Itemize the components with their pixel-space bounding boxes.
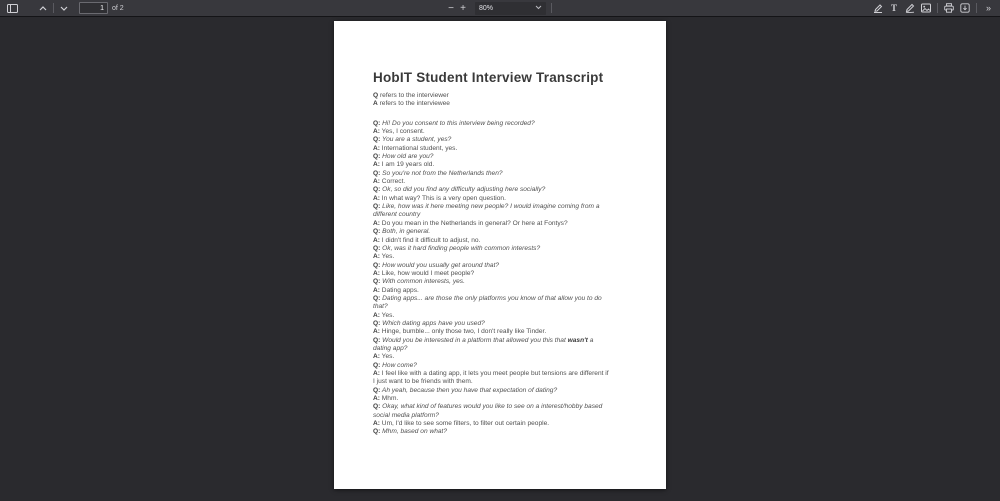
page-nav-group [36, 2, 71, 15]
chevron-up-icon [39, 6, 47, 11]
zoom-in-button[interactable]: + [457, 2, 469, 15]
more-tools-button[interactable] [981, 2, 995, 15]
pdf-page [334, 21, 666, 489]
highlighter-icon [873, 3, 883, 13]
transcript-line: Q: Which dating apps have you used? [373, 319, 485, 327]
transcript-line: I just want to be friends with them. [373, 378, 473, 386]
transcript-line: Q: Like, how was it here meeting new people? I would imagine coming from a [373, 203, 600, 211]
previous-page-button[interactable] [36, 2, 50, 15]
zoom-controls [445, 2, 555, 15]
transcript-line: Q: Hi! Do you consent to this interview being recorded? [373, 119, 535, 127]
transcript-line: that? [373, 303, 388, 311]
toolbar-right-section [870, 0, 996, 16]
transcript-line: Q: Ah yeah, because then you have that expectation of dating? [373, 386, 558, 394]
toolbar-separator [551, 3, 552, 13]
toolbar-left-section [0, 0, 124, 16]
transcript-intro [373, 92, 623, 109]
transcript-line: A: Correct. [373, 178, 406, 186]
transcript-line: Q refers to the interviewer [373, 92, 449, 99]
zoom-level-select[interactable] [475, 2, 546, 15]
sidebar-toggle-icon [7, 4, 18, 13]
toolbar-separator [976, 3, 977, 13]
add-image-button[interactable] [919, 2, 933, 15]
transcript-line: Q: Dating apps... are those the only platforms you know of that allow you to do [373, 294, 602, 302]
transcript-line: A: Dating apps. [373, 286, 419, 294]
download-button[interactable] [958, 2, 972, 15]
transcript-line: A: Do you mean in the Netherlands in general? Or here at Fontys? [373, 219, 568, 227]
transcript-line: A: I feel like with a dating app, it lets you meet people but tensions are different if [373, 370, 609, 377]
transcript-line: Q: How old are you? [373, 153, 434, 161]
zoom-level-value: 80% [479, 4, 494, 12]
highlight-tool-button[interactable] [871, 2, 885, 15]
chevron-down-icon [60, 6, 68, 11]
image-icon [921, 3, 931, 13]
print-button[interactable] [942, 2, 956, 15]
pen-icon [905, 3, 915, 13]
document-title: HobIT Student Interview Transcript [373, 70, 604, 85]
next-page-button[interactable] [57, 2, 71, 15]
transcript-line: social media platform? [373, 411, 439, 419]
transcript-line: A refers to the interviewee [373, 100, 450, 108]
toolbar-separator [53, 3, 54, 13]
download-icon [960, 3, 970, 13]
transcript-line: Q: How would you usually get around that? [373, 261, 500, 269]
toolbar-separator [937, 3, 938, 13]
transcript-line: Q: So you're not from the Netherlands then? [373, 169, 503, 177]
transcript-line: Q: Ok, was it hard finding people with common interests? [373, 244, 541, 252]
draw-tool-button[interactable] [903, 2, 917, 15]
transcript-line: dating app? [373, 344, 408, 352]
transcript [373, 92, 623, 437]
printer-icon [944, 3, 954, 13]
transcript-line: Q: Ok, so did you find any difficulty adjusting here socially? [373, 186, 546, 194]
text-tool-button[interactable] [887, 2, 901, 15]
transcript-line: Q: How come? [373, 361, 417, 369]
page-number-input[interactable] [79, 2, 108, 14]
transcript-line: A: Yes. [373, 311, 395, 319]
transcript-line: A: In what way? This is a very open question. [373, 194, 506, 202]
transcript-line: Q: Okay, what kind of features would you like to see on a interest/hobby based [373, 403, 603, 411]
transcript-line: A: International student, yes. [373, 144, 458, 152]
transcript-line: Q: Mhm, based on what? [373, 428, 448, 436]
transcript-line: Q: Both, in general. [373, 228, 431, 236]
transcript-line: Q: You are a student, yes? [373, 136, 452, 144]
double-chevron-right-icon: » [985, 3, 990, 13]
transcript-line: A: Like, how would I meet people? [373, 269, 475, 277]
transcript-line: A: Um, I'd like to see some filters, to filter out certain people. [373, 420, 550, 428]
toolbar-zoom-section [0, 0, 1000, 16]
text-tool-icon: T [890, 3, 897, 13]
transcript-qa [373, 120, 623, 437]
pdf-viewer-area[interactable] [0, 17, 1000, 500]
chevron-down-icon [535, 5, 542, 12]
transcript-line: different country [373, 211, 421, 219]
transcript-line: A: I didn't find it difficult to adjust, no. [373, 236, 481, 244]
transcript-line: A: Yes, I consent. [373, 128, 425, 136]
transcript-line: A: Hinge, bumble... only those two, I don't really like Tinder. [373, 328, 547, 336]
transcript-line: A: Mhm. [373, 395, 399, 403]
page-count-label: of 2 [112, 4, 124, 12]
transcript-line: A: Yes. [373, 253, 395, 261]
zoom-out-button[interactable]: − [445, 2, 457, 15]
sidebar-toggle-button[interactable] [5, 2, 19, 15]
transcript-line: Q: With common interests, yes. [373, 278, 465, 286]
transcript-line: Q: Would you be interested in a platform that allowed you this that wasn't a [373, 336, 594, 344]
transcript-line: A: Yes. [373, 353, 395, 361]
transcript-line: A: I am 19 years old. [373, 161, 435, 169]
pdf-toolbar [0, 0, 1000, 17]
